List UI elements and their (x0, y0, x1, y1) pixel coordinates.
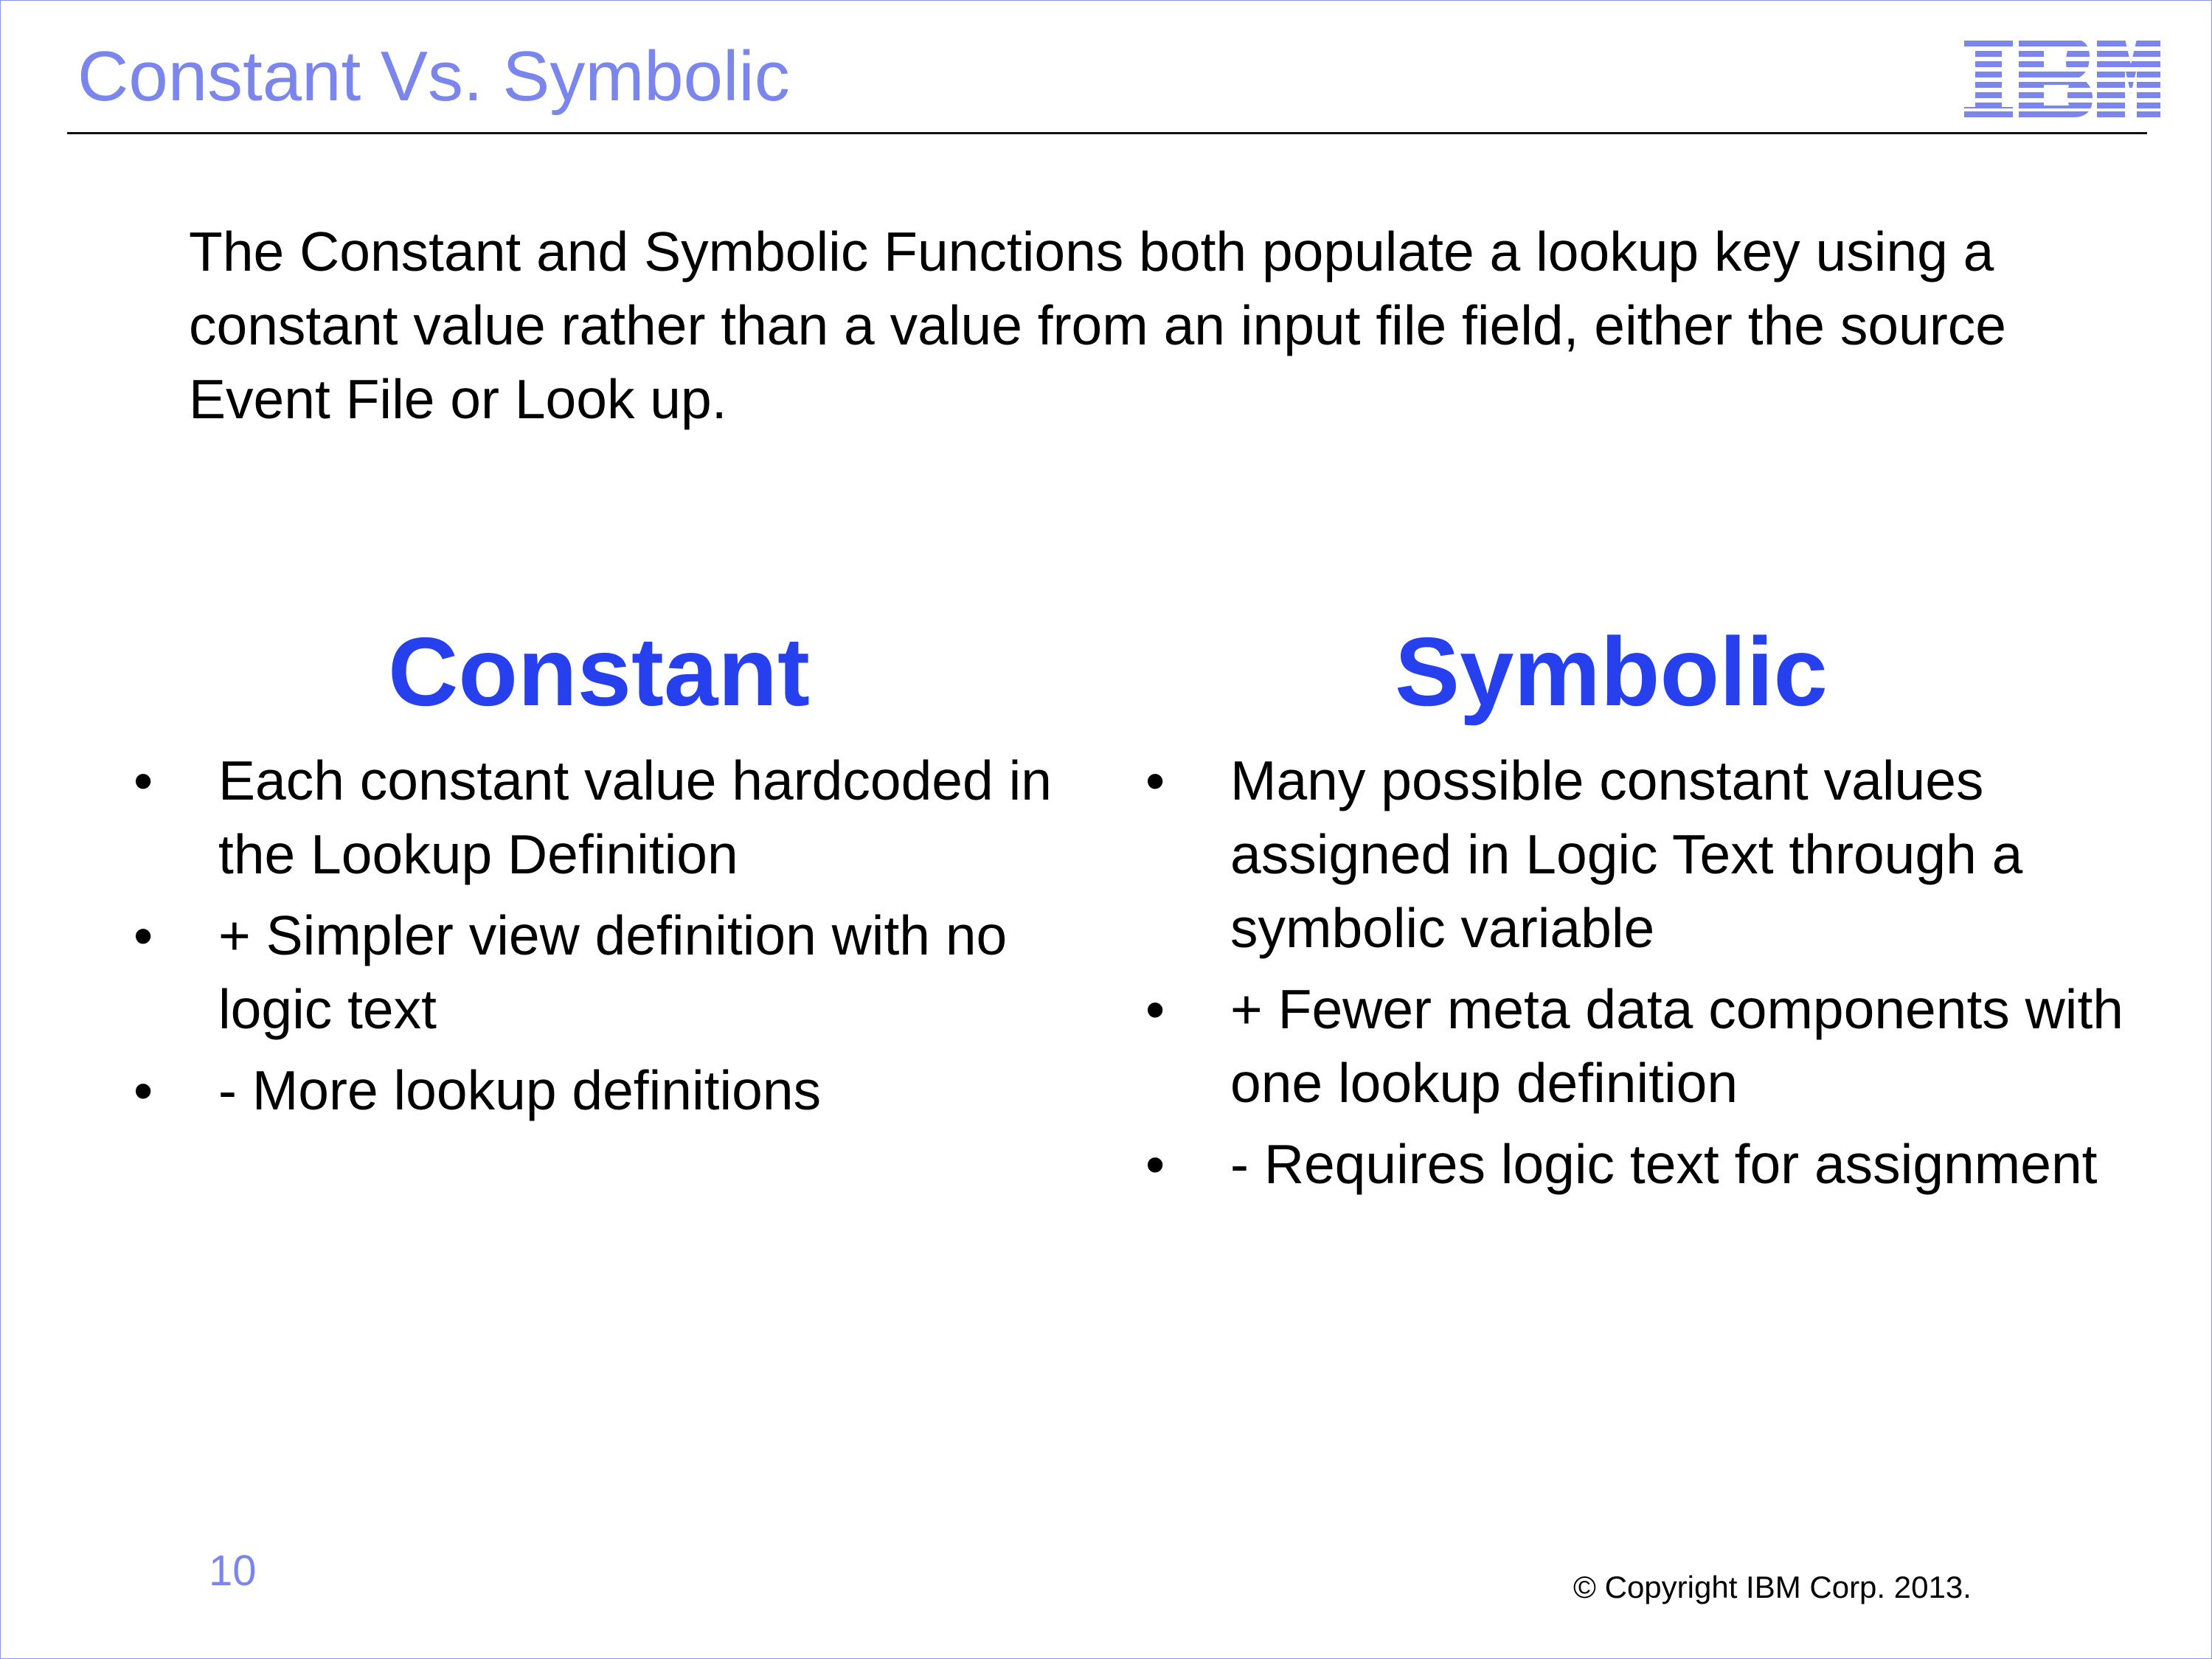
page-number: 10 (209, 1547, 257, 1595)
bullet-text: + Simpler view definition with no logic text (218, 904, 1008, 1040)
list-item (111, 744, 1092, 891)
list-item (111, 898, 1092, 1046)
title-divider (67, 132, 2147, 134)
column-constant (111, 617, 1092, 1135)
copyright-notice: © Copyright IBM Corp. 2013. (1573, 1570, 1972, 1604)
bullet-text: - More lookup definitions (218, 1059, 822, 1121)
ibm-logo (1964, 39, 2160, 117)
bullet-icon: • (134, 749, 153, 811)
column-symbolic (1123, 617, 2126, 1208)
list-item (1123, 744, 2126, 965)
bullet-icon: • (134, 904, 153, 966)
bullet-text: Many possible constant values assigned in Logic Text through a symbolic variable (1230, 749, 2023, 959)
slide-title: Constant Vs. Symbolic (77, 37, 790, 116)
bullet-icon: • (1145, 978, 1165, 1040)
bullet-text: - Requires logic text for assignment (1230, 1133, 2098, 1195)
bullet-text: + Fewer meta data components with one lookup definition (1230, 978, 2124, 1114)
list-item (1123, 1127, 2126, 1201)
bullet-icon: • (1145, 1133, 1165, 1195)
column-heading: Constant (388, 617, 810, 726)
bullet-icon: • (1145, 749, 1165, 811)
bullet-list (1123, 744, 2126, 1201)
bullet-icon: • (134, 1059, 153, 1121)
list-item (1123, 972, 2126, 1120)
column-heading: Symbolic (1395, 617, 1828, 726)
bullet-list (111, 744, 1092, 1127)
intro-paragraph: The Constant and Symbolic Functions both populate a lookup key using a constant value rather than a value from an input file field, either the source Event File or Look up. (189, 221, 2006, 430)
bullet-text: Each constant value hardcoded in the Lookup Definition (218, 749, 1052, 885)
list-item (111, 1053, 1092, 1127)
